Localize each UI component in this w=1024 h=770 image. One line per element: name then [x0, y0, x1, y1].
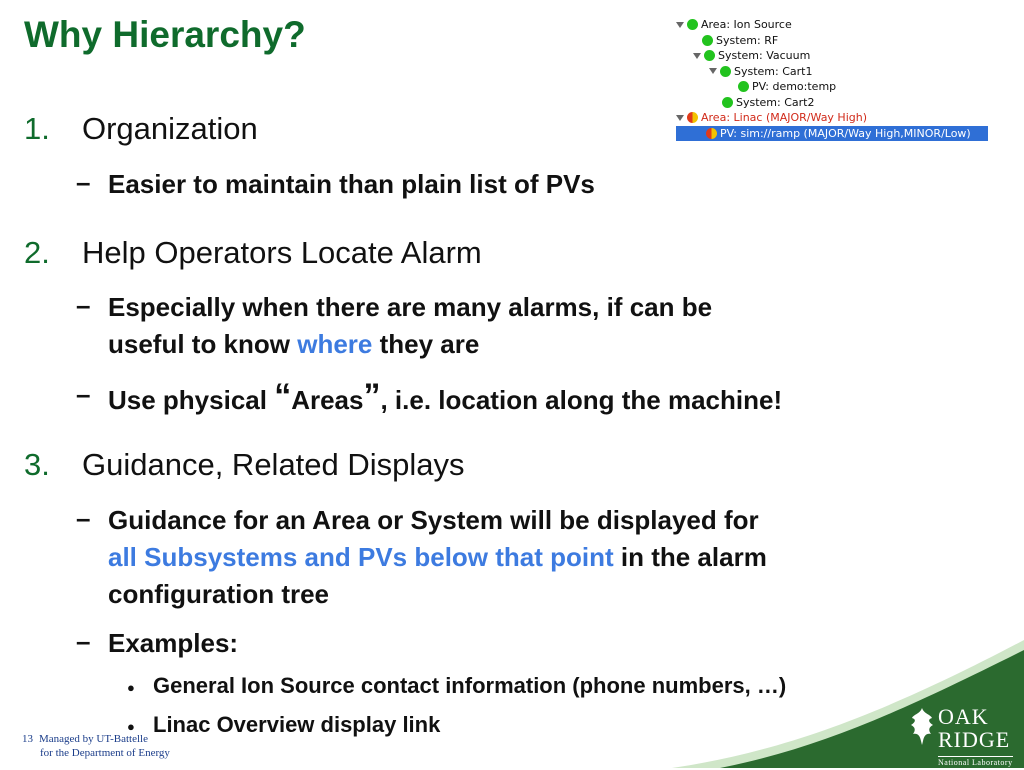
quote-mark: ” [363, 377, 381, 415]
dash-bullet: – [76, 626, 91, 656]
sub-sub-point: Linac Overview display link [153, 712, 441, 737]
text-span: Areas [291, 385, 364, 415]
dot-bullet: ● [127, 680, 135, 695]
text-span: useful to know [108, 329, 298, 359]
sub-point: Easier to maintain than plain list of PVs [108, 169, 595, 199]
oak-leaf-logo-icon [906, 706, 938, 746]
text-span: in the alarm [613, 542, 767, 572]
dash-bullet: – [76, 167, 91, 197]
logo-lab: National Laboratory [938, 758, 1013, 767]
dash-bullet: – [76, 379, 91, 409]
logo-oak: OAK [938, 704, 989, 729]
sub-sub-point: General Ion Source contact information (phone numbers, …) [153, 673, 787, 698]
dot-bullet: ● [127, 719, 135, 734]
tree-row-label: Area: Linac (MAJOR/Way High) [701, 111, 868, 124]
quote-mark: “ [274, 377, 292, 415]
sub-point-line: Especially when there are many alarms, if can be [108, 292, 713, 322]
tree-row-label: PV: demo:temp [752, 80, 837, 93]
text-span: Use physical [108, 385, 275, 415]
footer-line [22, 732, 170, 746]
tree-row-label: System: Vacuum [718, 49, 811, 62]
sub-point-line: configuration tree [108, 579, 330, 609]
highlight-text: where [297, 329, 373, 359]
slide-footer [22, 732, 170, 760]
item-heading: Organization [82, 111, 258, 146]
item-heading: Help Operators Locate Alarm [82, 235, 482, 270]
list-number: 3. [24, 447, 50, 482]
text-span: they are [372, 329, 480, 359]
page-number: 13 [22, 733, 33, 745]
tree-row-label: System: Cart1 [734, 64, 813, 78]
footer-text: for the Department of Energy [40, 747, 170, 759]
tree-row-label: Area: Ion Source [701, 18, 792, 31]
item-heading: Guidance, Related Displays [82, 447, 465, 482]
tree-row-label: System: RF [716, 33, 779, 47]
tree-row-label: PV: sim://ramp (MAJOR/Way High,MINOR/Low) [720, 127, 971, 140]
logo-ridge: RIDGE [938, 727, 1011, 752]
list-number: 2. [24, 235, 50, 270]
sub-point-line: Guidance for an Area or System will be displayed for [108, 505, 759, 535]
sub-point: Examples: [108, 628, 239, 658]
slide-title: Why Hierarchy? [24, 14, 306, 55]
text-span: , i.e. location along the machine! [380, 385, 783, 415]
tree-row-label: System: Cart2 [736, 95, 815, 109]
footer-text: Managed by UT-Battelle [39, 733, 148, 745]
dash-bullet: – [76, 503, 91, 533]
list-number: 1. [24, 111, 50, 146]
dash-bullet: – [76, 290, 91, 320]
ornl-logo [938, 706, 1013, 770]
highlight-text: all Subsystems and PVs below that point [108, 542, 614, 572]
